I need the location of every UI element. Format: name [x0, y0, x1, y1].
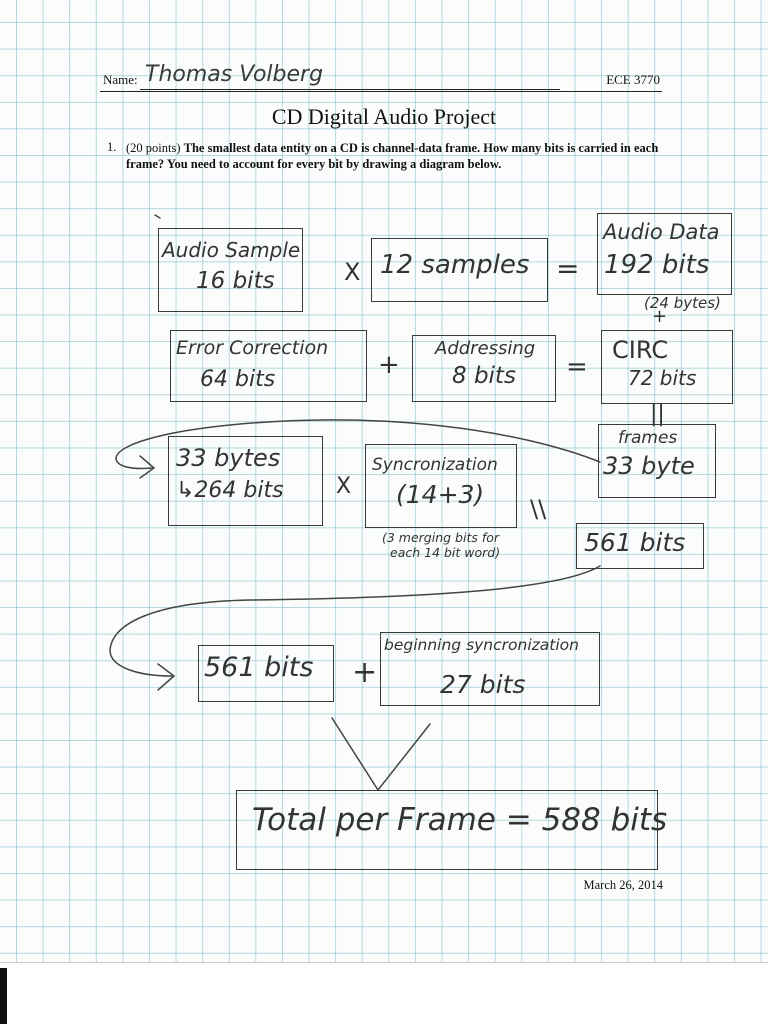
bits-561-value: 561 bits — [204, 652, 314, 683]
sync-note-line1: (3 merging bits for — [382, 530, 500, 545]
equals-vertical: || — [650, 402, 665, 427]
sync-note-line2: each 14 bit word) — [390, 545, 501, 560]
page-bottom-margin — [0, 963, 768, 1024]
page-title: CD Digital Audio Project — [271, 104, 497, 129]
result-561-bits: 561 bits — [584, 528, 686, 557]
arrowhead-bottom — [158, 664, 174, 690]
sync-title: Syncronization — [372, 455, 498, 475]
bytes-33-title: 33 bytes — [176, 444, 281, 472]
circ-bits: 72 bits — [628, 366, 697, 390]
times-sign-1: X — [344, 258, 361, 286]
addressing-title: Addressing — [435, 338, 536, 359]
binder-edge — [0, 968, 7, 1024]
error-correction-title: Error Correction — [176, 337, 329, 359]
course-code: ECE 3770 — [606, 72, 660, 87]
beginning-sync-bits: 27 bits — [440, 670, 526, 699]
audio-data-bytes-note: (24 bytes) — [644, 294, 721, 312]
total-per-frame: Total per Frame = 588 bits — [252, 802, 668, 838]
tick-mark — [155, 215, 160, 218]
equals-sign-1: = — [556, 252, 580, 285]
name-label: Name: — [103, 72, 138, 87]
equals-sign-2: = — [566, 352, 588, 382]
question-body: The smallest data entity on a CD is channel-data frame. How many bits is carried in each frame? You need to account for every bit by drawing a diagram below. — [126, 141, 659, 171]
error-correction-bits: 64 bits — [200, 367, 276, 392]
question-points: (20 points) — [126, 141, 181, 155]
audio-data-title: Audio Data — [603, 220, 720, 244]
merge-line-right — [378, 724, 430, 790]
audio-sample-bits: 16 bits — [196, 268, 275, 294]
audio-data-bits: 192 bits — [604, 250, 710, 280]
circ-title: CIRC — [612, 336, 669, 364]
plus-sign-small: + — [652, 306, 668, 327]
frames-bytes: 33 byte — [603, 452, 695, 480]
merge-line-left — [332, 718, 378, 790]
plus-sign-1: + — [378, 350, 400, 380]
equals-sign-3: \\ — [530, 495, 547, 523]
question-number: 1. — [107, 140, 117, 154]
sync-value: (14+3) — [396, 480, 485, 509]
times-sign-2: X — [336, 474, 352, 499]
date: March 26, 2014 — [583, 878, 663, 892]
student-name: Thomas Volberg — [145, 62, 324, 87]
frames-title: frames — [618, 428, 678, 448]
audio-sample-title: Audio Sample — [162, 238, 301, 262]
arrowhead-top — [140, 456, 154, 478]
beginning-sync-title: beginning syncronization — [384, 636, 579, 654]
plus-sign-2: + — [352, 655, 378, 690]
samples-count: 12 samples — [380, 250, 530, 280]
addressing-bits: 8 bits — [452, 363, 516, 389]
bytes-33-bits: ↳264 bits — [176, 478, 284, 503]
